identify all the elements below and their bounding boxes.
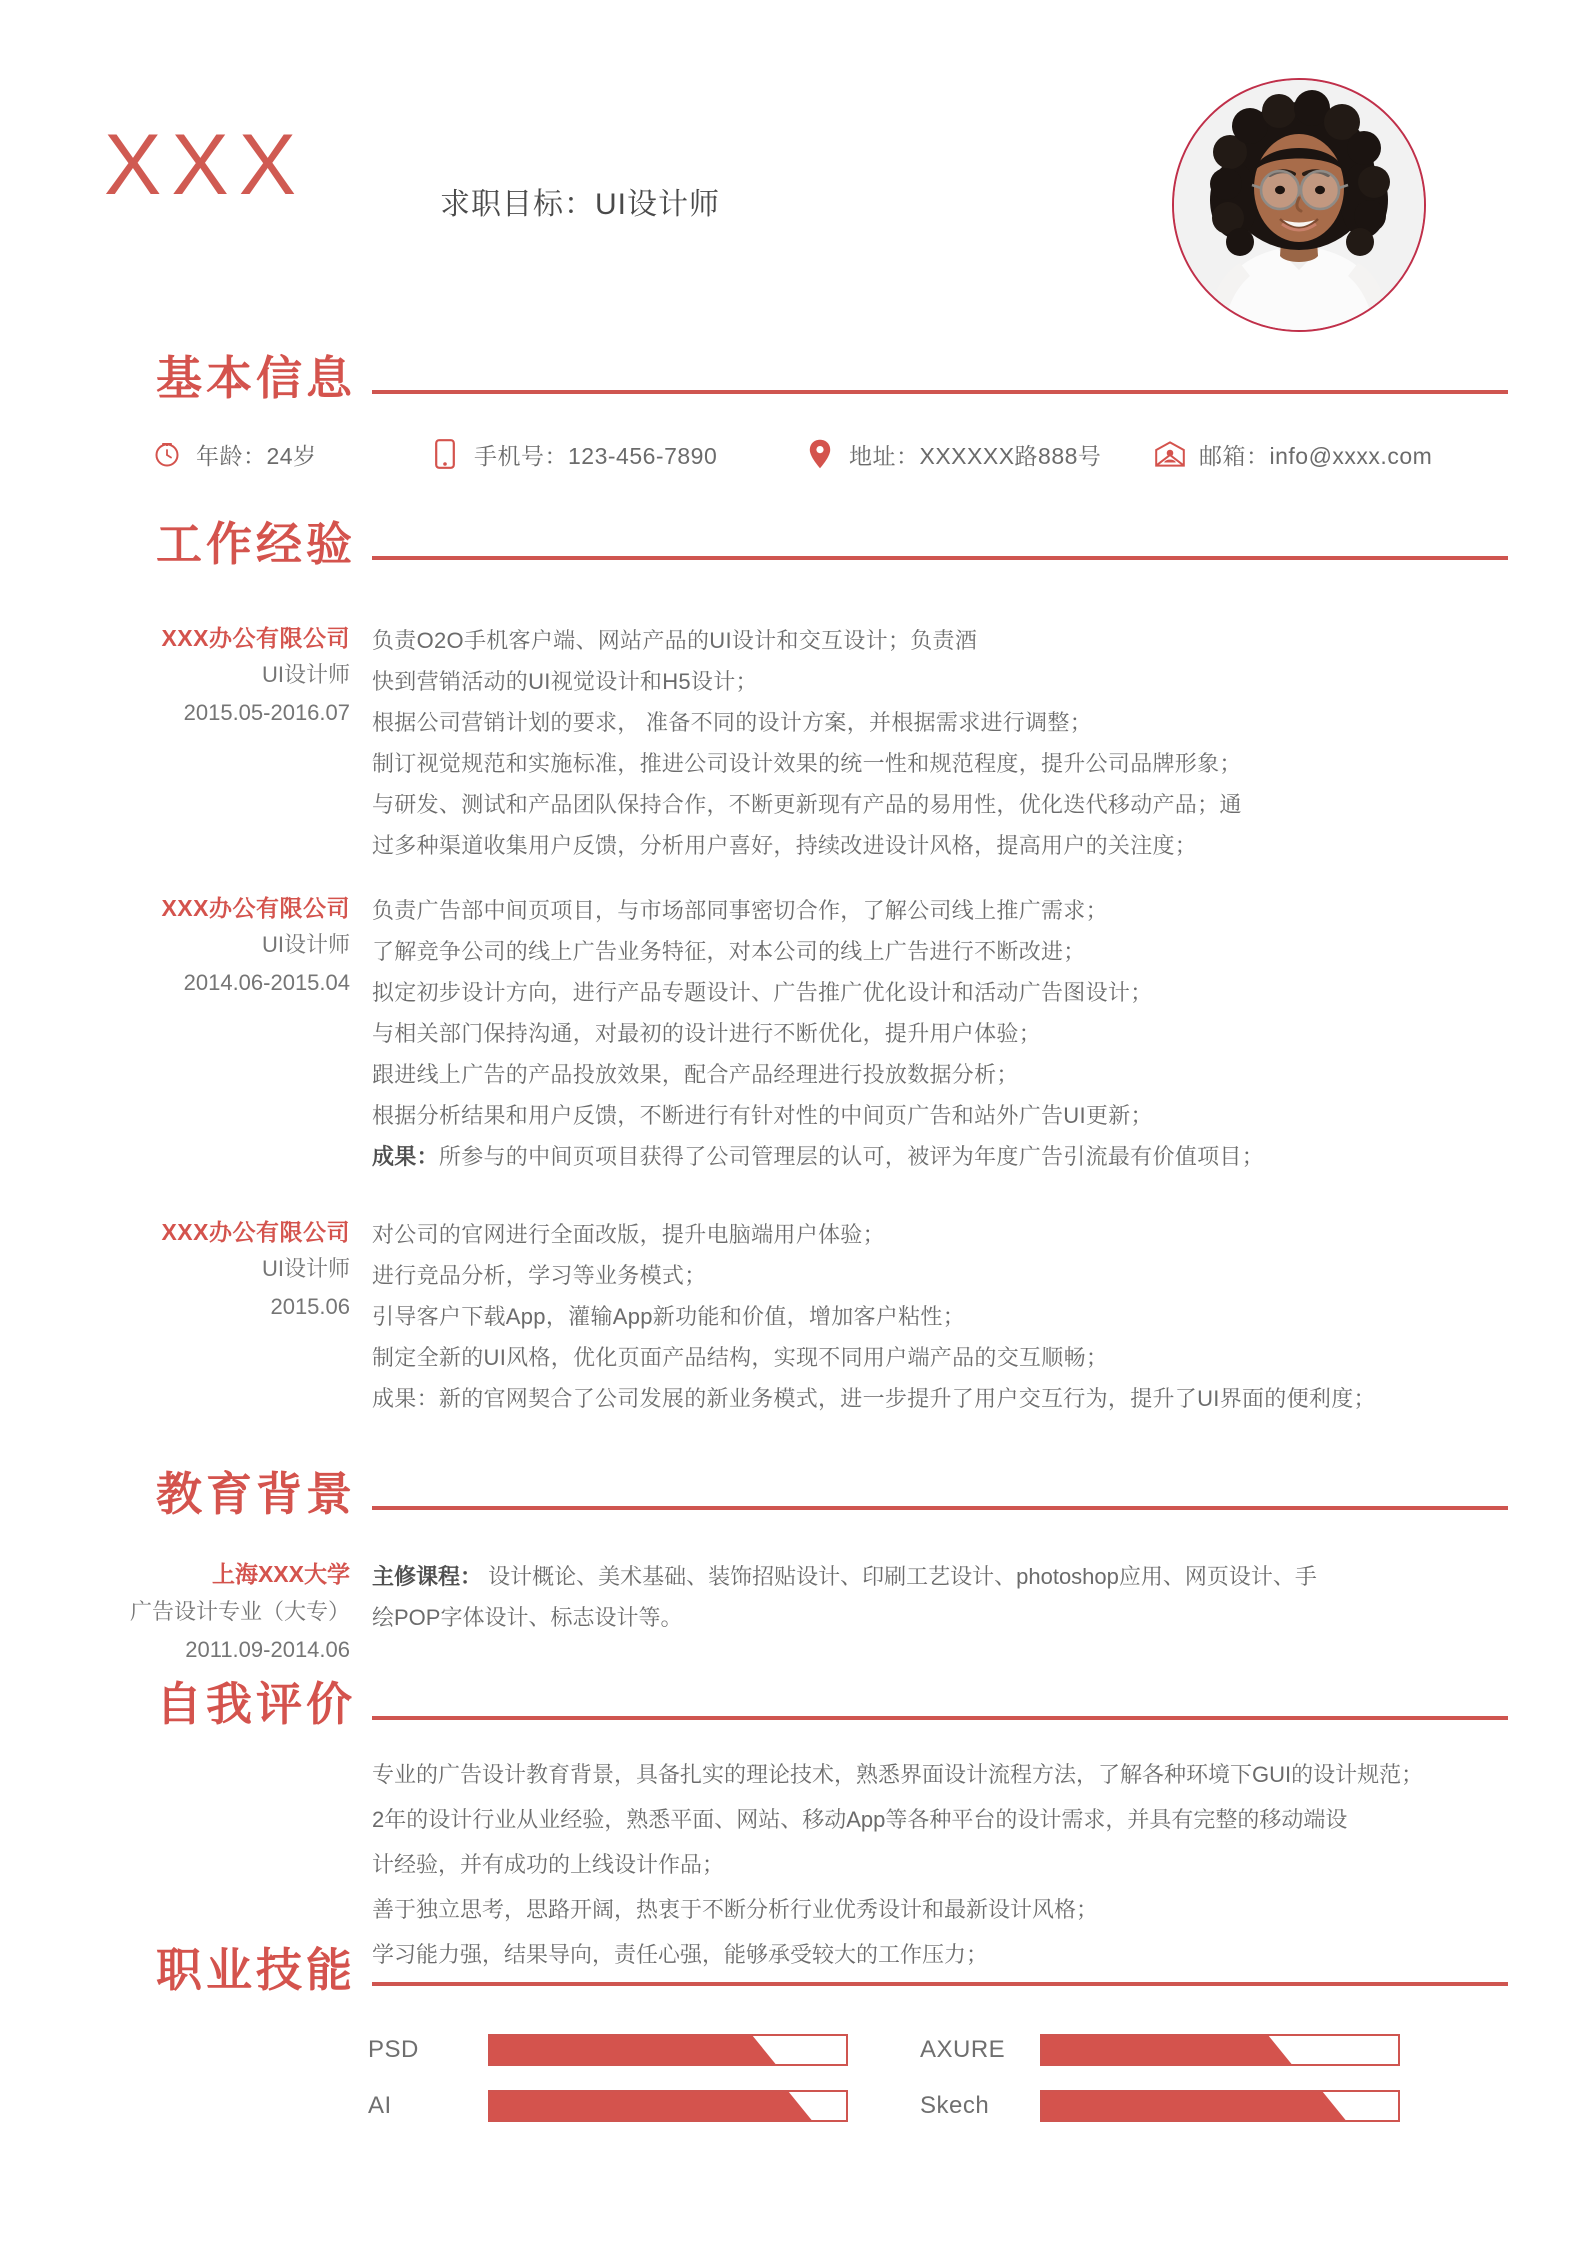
skill-skech	[920, 2086, 1400, 2126]
self-evaluation-line: 2年的设计行业从业经验，熟悉平面、网站、移动App等各种平台的设计需求，并具有完整的移动端设	[372, 1807, 1348, 1832]
work-company: XXX办公有限公司	[161, 625, 350, 651]
work-detail-line: 成果：新的官网契合了公司发展的新业务模式，进一步提升了用户交互行为，提升了UI界面的便利度；	[372, 1386, 1376, 1411]
section-rule	[372, 1716, 1508, 1720]
self-evaluation-line: 计经验，并有成功的上线设计作品；	[372, 1852, 725, 1877]
work-detail-line: 拟定初步设计方向，进行产品专题设计、广告推广优化设计和活动广告图设计；	[372, 980, 1153, 1005]
work-detail-line: 负责广告部中间页项目，与市场部同事密切合作，了解公司线上推广需求；	[372, 898, 1108, 923]
contact-age	[152, 432, 317, 476]
work-item-details	[372, 890, 1532, 1177]
section-title-self-evaluation: 自我评价	[156, 1678, 356, 1730]
work-date: 2014.06-2015.04	[183, 970, 350, 995]
work-result-label: 成果：	[372, 1144, 439, 1169]
work-detail-line: 跟进线上广告的产品投放效果，配合产品经理进行投放数据分析；	[372, 1062, 1019, 1087]
section-basic-info	[0, 352, 1588, 416]
section-rule	[372, 556, 1508, 560]
skill-fill	[490, 2036, 848, 2066]
contact-phone	[430, 432, 717, 476]
work-detail-line: 负责O2O手机客户端、网站产品的UI设计和交互设计；负责酒	[372, 628, 978, 653]
section-self-evaluation	[0, 1678, 1588, 1742]
section-title-basic-info: 基本信息	[156, 352, 356, 404]
candidate-name: XXX	[104, 117, 307, 213]
education-courses-line	[372, 1556, 1532, 1597]
phone-icon	[430, 439, 460, 469]
contact-email-text: 邮箱：info@xxxx.com	[1199, 442, 1433, 469]
section-rule	[372, 390, 1508, 394]
skill-label: AXURE	[920, 2036, 1006, 2063]
section-skills	[0, 1944, 1588, 2008]
section-rule	[372, 1506, 1508, 1510]
email-icon	[1155, 439, 1185, 469]
skill-fill	[1042, 2092, 1400, 2122]
skill-bar-psd	[488, 2034, 848, 2066]
work-item-meta	[0, 890, 350, 1002]
skill-ai	[368, 2086, 848, 2126]
work-item-details	[372, 1214, 1532, 1419]
work-detail-line: 引导客户下载App，灌输App新功能和价值，增加客户粘性；	[372, 1304, 965, 1329]
contact-email	[1155, 432, 1432, 476]
section-title-skills: 职业技能	[156, 1944, 356, 1996]
avatar	[1172, 78, 1426, 332]
skill-bar-ai	[488, 2090, 848, 2122]
work-item-meta	[0, 620, 350, 732]
education-courses-text: 设计概论、美术基础、装饰招贴设计、印刷工艺设计、photoshop应用、网页设计、手	[482, 1564, 1317, 1589]
skill-label: AI	[368, 2092, 392, 2119]
self-evaluation-line: 学习能力强，结果导向，责任心强，能够承受较大的工作压力；	[372, 1942, 989, 1967]
skill-psd	[368, 2030, 848, 2070]
work-role: UI设计师	[261, 1256, 350, 1281]
section-title-education: 教育背景	[156, 1468, 356, 1520]
resume-header	[0, 0, 1588, 330]
self-evaluation-line: 善于独立思考，思路开阔，热衷于不断分析行业优秀设计和最新设计风格；	[372, 1897, 1099, 1922]
job-target: 求职目标：UI设计师	[440, 188, 720, 221]
work-date: 2015.05-2016.07	[183, 700, 350, 725]
work-result-text: 所参与的中间页项目获得了公司管理层的认可，被评为年度广告引流最有价值项目；	[438, 1144, 1265, 1169]
education-major: 广告设计专业（大专）	[129, 1599, 350, 1624]
contact-row	[0, 432, 1588, 482]
work-company: XXX办公有限公司	[161, 895, 350, 921]
work-detail-line: 与相关部门保持沟通，对最初的设计进行不断优化，提升用户体验；	[372, 1021, 1042, 1046]
self-evaluation-line: 专业的广告设计教育背景，具备扎实的理论技术，熟悉界面设计流程方法，了解各种环境下GUI的设计规范；	[372, 1762, 1424, 1787]
section-title-work: 工作经验	[156, 518, 356, 570]
section-rule	[372, 1982, 1508, 1986]
education-courses-label: 主修课程：	[372, 1564, 483, 1589]
education-school: 上海XXX大学	[211, 1561, 350, 1587]
work-detail-line: 对公司的官网进行全面改版，提升电脑端用户体验；	[372, 1222, 885, 1247]
contact-age-text: 年龄：24岁	[196, 442, 317, 469]
work-role: UI设计师	[261, 662, 350, 687]
contact-address	[805, 432, 1101, 476]
work-role: UI设计师	[261, 932, 350, 957]
work-detail-line: 制订视觉规范和实施标准，推进公司设计效果的统一性和规范程度，提升公司品牌形象；	[372, 751, 1242, 776]
clock-icon	[152, 439, 182, 469]
work-detail-line: 进行竞品分析，学习等业务模式；	[372, 1263, 707, 1288]
skill-fill	[1042, 2036, 1400, 2066]
work-result-line	[372, 1136, 1532, 1177]
work-detail-line: 制定全新的UI风格，优化页面产品结构，实现不同用户端产品的交互顺畅；	[372, 1345, 1109, 1370]
work-detail-line: 根据分析结果和用户反馈，不断进行有针对性的中间页广告和站外广告UI更新；	[372, 1103, 1153, 1128]
work-detail-line: 根据公司营销计划的要求， 准备不同的设计方案，并根据需求进行调整；	[372, 710, 1093, 735]
profile-photo-illustration	[1174, 80, 1424, 330]
work-detail-line: 快到营销活动的UI视觉设计和H5设计；	[372, 669, 758, 694]
skill-label: Skech	[920, 2092, 990, 2119]
skill-bar-axure	[1040, 2034, 1400, 2066]
skill-axure	[920, 2030, 1400, 2070]
work-item-details	[372, 620, 1532, 866]
skill-bar-skech	[1040, 2090, 1400, 2122]
work-company: XXX办公有限公司	[161, 1219, 350, 1245]
work-detail-line: 与研发、测试和产品团队保持合作，不断更新现有产品的易用性，优化迭代移动产品；通	[372, 792, 1242, 817]
skill-label: PSD	[368, 2036, 419, 2063]
work-detail-line: 过多种渠道收集用户反馈，分析用户喜好，持续改进设计风格，提高用户的关注度；	[372, 833, 1198, 858]
section-education	[0, 1468, 1588, 1532]
pin-icon	[805, 439, 835, 469]
section-work	[0, 518, 1588, 582]
education-meta	[0, 1556, 350, 1668]
skill-fill	[490, 2092, 848, 2122]
education-courses-line: 绘POP字体设计、标志设计等。	[372, 1605, 683, 1630]
contact-address-text: 地址：XXXXXX路888号	[849, 442, 1102, 469]
education-date: 2011.09-2014.06	[185, 1637, 350, 1662]
work-detail-line: 了解竞争公司的线上广告业务特征，对本公司的线上广告进行不断改进；	[372, 939, 1086, 964]
work-date: 2015.06	[270, 1294, 350, 1319]
work-item-meta	[0, 1214, 350, 1326]
education-details	[372, 1556, 1532, 1638]
contact-phone-text: 手机号：123-456-7890	[474, 442, 718, 469]
